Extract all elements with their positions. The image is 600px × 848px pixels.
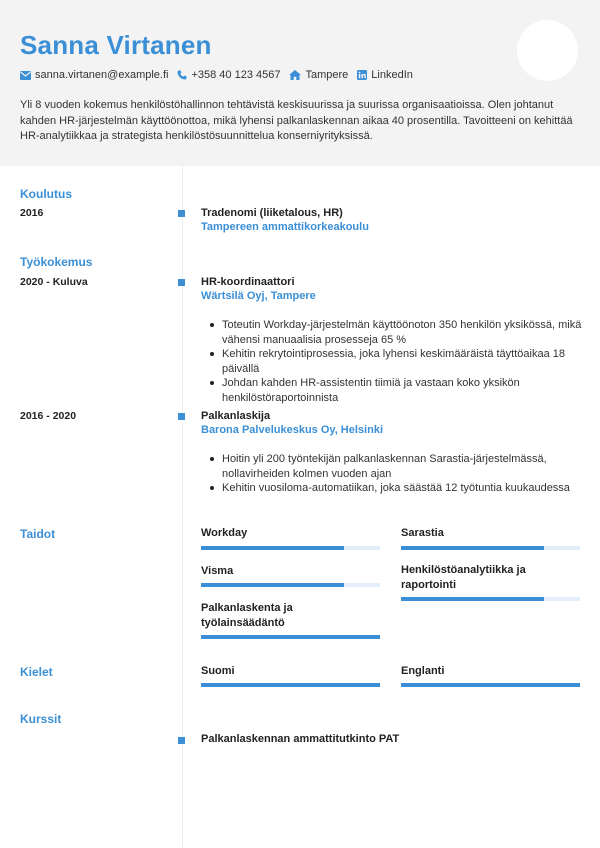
profile-photo-placeholder — [517, 20, 578, 81]
experience-achievements — [222, 318, 582, 405]
skill-bar — [201, 583, 380, 587]
section-title-experience: Työkokemus — [20, 255, 93, 269]
skill-bar-fill — [401, 546, 544, 550]
skill-bar-fill — [401, 597, 544, 601]
skill-name: Visma — [201, 565, 234, 577]
contact-location — [289, 69, 348, 81]
list-item: Hoitin yli 200 työntekijän palkanlaskennan Sarastia-järjestelmässä, nollavirheiden kolmen vuoden ajan — [222, 452, 582, 481]
education-degree: Tradenomi (liiketalous, HR) — [201, 207, 343, 219]
language-bar-fill — [201, 683, 380, 687]
education-school: Tampereen ammattikorkeakoulu — [201, 221, 369, 233]
skill-bar — [201, 546, 380, 550]
experience-date: 2020 - Kuluva — [20, 276, 88, 288]
phone-text: +358 40 123 4567 — [191, 69, 281, 81]
experience-employer: Wärtsilä Oyj, Tampere — [201, 290, 316, 302]
skill-bar-fill — [201, 583, 344, 587]
language-name: Englanti — [401, 665, 445, 677]
timeline-marker — [178, 210, 185, 217]
skill-bar — [201, 635, 380, 639]
language-bar — [201, 683, 380, 687]
experience-achievements — [222, 452, 582, 496]
candidate-name: Sanna Virtanen — [20, 30, 212, 60]
email-text: sanna.virtanen@example.fi — [35, 69, 169, 81]
skill-bar-fill — [201, 546, 344, 550]
skill-bar-fill — [201, 635, 380, 639]
skill-bar — [401, 546, 580, 550]
phone-icon — [177, 70, 187, 80]
experience-employer: Barona Palvelukeskus Oy, Helsinki — [201, 424, 383, 436]
section-title-courses: Kurssit — [20, 712, 62, 726]
resume-header — [0, 0, 600, 166]
timeline-marker — [178, 279, 185, 286]
timeline-divider — [182, 166, 183, 848]
contact-phone[interactable] — [177, 69, 280, 81]
skill-name: Workday — [201, 527, 248, 539]
contact-linkedin[interactable] — [357, 69, 413, 81]
language-bar-fill — [401, 683, 580, 687]
education-date: 2016 — [20, 207, 44, 219]
list-item: Toteutin Workday-järjestelmän käyttöönoton 350 henkilön yksikössä, mikä vähensi manuaalisia prosesseja 65 % — [222, 319, 582, 346]
experience-date: 2016 - 2020 — [20, 410, 77, 422]
skill-bar — [401, 597, 580, 601]
list-item: Kehitin rekrytointiprosessia, joka lyhensi keskimääräistä täyttöaikaa 18 päivällä — [222, 347, 582, 376]
timeline-marker — [178, 413, 185, 420]
list-item: Kehitin vuosiloma-automatiikan, joka säästää 12 työtuntia kuukaudessa — [222, 481, 582, 496]
envelope-icon — [20, 71, 31, 80]
experience-role: HR-koordinaattori — [201, 276, 295, 288]
section-title-education: Koulutus — [20, 187, 72, 201]
profile-summary: Yli 8 vuoden kokemus henkilöstöhallinnon tehtävistä keskisuurissa ja suurissa organisaatioissa. Olen johtanut kahden HR-järjestelmän käyttöönottoa, mikä lyhensi palkanlaskennan aikaa 40 prosentilla. Tavoitteeni on kehittää HR-analytiikkaa ja strategista henkilöstösuunnittelua konserniyrityksissä. — [20, 99, 573, 142]
contact-row — [20, 69, 422, 81]
language-name: Suomi — [201, 665, 235, 677]
course-name: Palkanlaskennan ammattitutkinto PAT — [201, 733, 400, 745]
linkedin-text: LinkedIn — [371, 69, 413, 81]
linkedin-icon — [357, 70, 367, 80]
location-text: Tampere — [305, 69, 349, 81]
section-title-languages: Kielet — [20, 665, 53, 679]
skill-name: Sarastia — [401, 527, 444, 539]
timeline-marker — [178, 737, 185, 744]
contact-email[interactable] — [20, 69, 168, 81]
section-title-skills: Taidot — [20, 527, 56, 541]
skill-name: Palkanlaskenta ja työlainsäädäntö — [201, 602, 293, 629]
language-bar — [401, 683, 580, 687]
skill-name: Henkilöstöanalytiikka ja raportointi — [401, 564, 526, 591]
list-item: Johdan kahden HR-assistentin tiimiä ja vastaan koko yksikön henkilöstöraportoinnista — [222, 376, 582, 405]
home-icon — [289, 70, 301, 80]
experience-role: Palkanlaskija — [201, 410, 271, 422]
